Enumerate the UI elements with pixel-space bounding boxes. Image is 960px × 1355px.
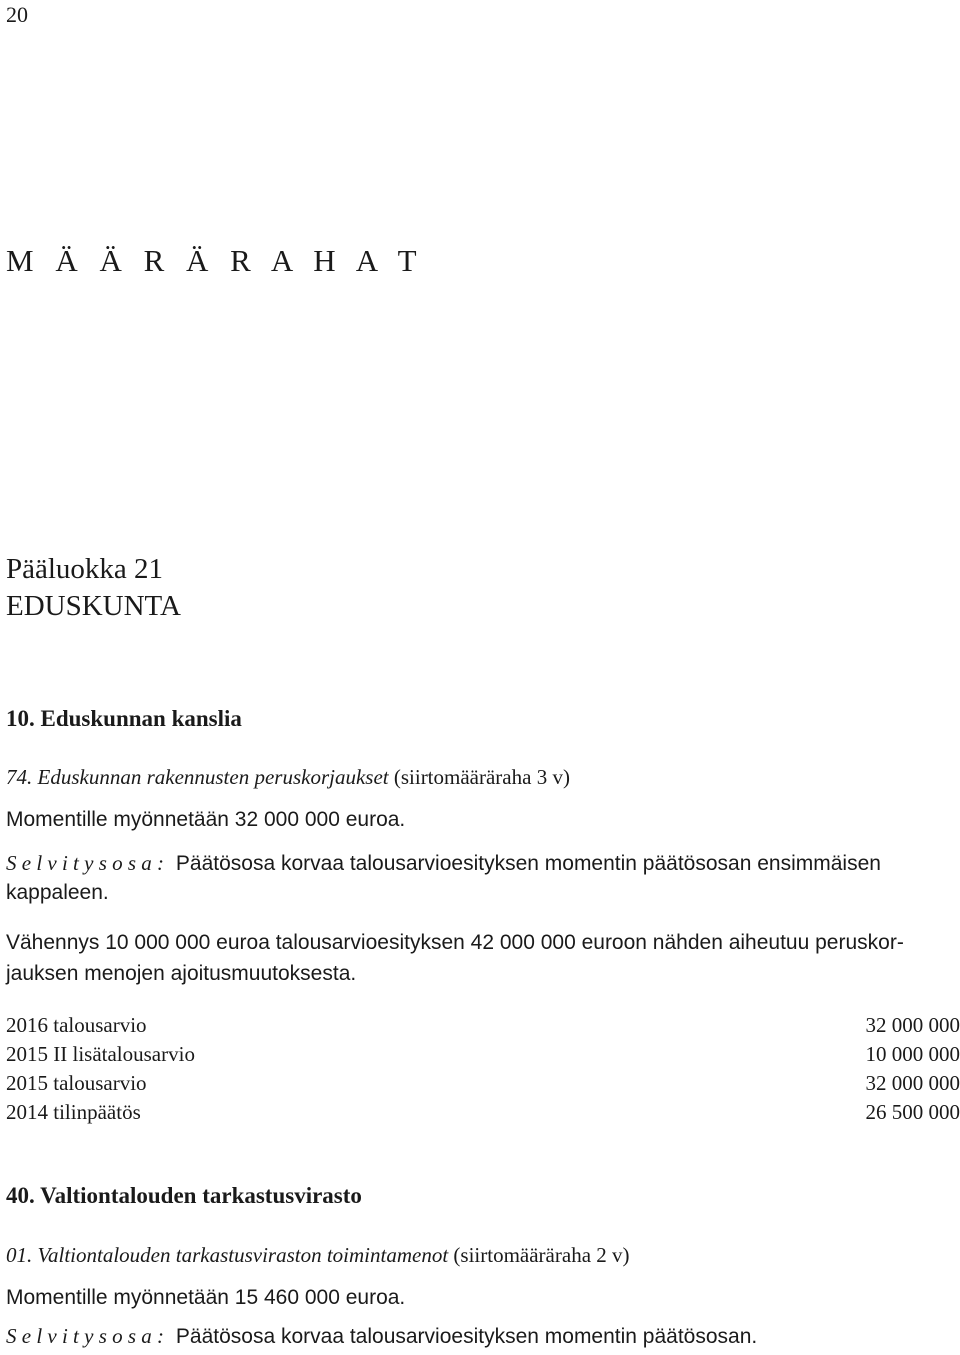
explanation: [6, 851, 881, 876]
chapter-heading: 10. Eduskunnan kanslia: [6, 706, 242, 731]
moment-title: [6, 765, 570, 790]
explanation-label: S e l v i t y s o s a :: [6, 1324, 165, 1348]
appropriation-amount: Momentille myönnetään 32 000 000 euroa.: [6, 808, 406, 831]
explanation-continued: kappaleen.: [6, 881, 109, 904]
appropriation-amount: Momentille myönnetään 15 460 000 euroa.: [6, 1286, 406, 1309]
explanation-label: S e l v i t y s o s a :: [6, 851, 165, 875]
main-class-name: EDUSKUNTA: [6, 590, 181, 622]
moment-name: 74. Eduskunnan rakennusten peruskorjaukset: [6, 765, 389, 789]
paragraph-line: jauksen menojen ajoitusmuutoksesta.: [6, 962, 357, 985]
financial-label: 2016 talousarvio: [6, 1013, 147, 1037]
moment-title: [6, 1243, 630, 1268]
financial-value: 32 000 000: [865, 1013, 960, 1037]
financial-label: 2014 tilinpäätös: [6, 1100, 141, 1124]
explanation-text: Päätösosa korvaa talousarvioesityksen momentin päätösosan.: [175, 1325, 758, 1348]
paragraph-line: Vähennys 10 000 000 euroa talousarvioesityksen 42 000 000 euroon nähden aiheutuu peruskor-: [6, 931, 904, 954]
explanation: [6, 1324, 757, 1349]
financial-value: 26 500 000: [865, 1100, 960, 1124]
chapter-heading: 40. Valtiontalouden tarkastusvirasto: [6, 1183, 362, 1208]
financial-value: 32 000 000: [865, 1071, 960, 1095]
explanation-text: Päätösosa korvaa talousarvioesityksen momentin päätösosan ensimmäisen: [175, 852, 881, 875]
financial-value: 10 000 000: [865, 1042, 960, 1066]
appropriation-type: (siirtomääräraha 2 v): [453, 1243, 630, 1267]
moment-name: 01. Valtiontalouden tarkastusviraston toimintamenot: [6, 1243, 449, 1267]
financial-label: 2015 II lisätalousarvio: [6, 1042, 195, 1066]
financial-label: 2015 talousarvio: [6, 1071, 147, 1095]
page-number: 20: [6, 2, 28, 27]
main-class-number: Pääluokka 21: [6, 553, 164, 585]
page-title: M Ä Ä R Ä R A H A T: [6, 243, 424, 278]
appropriation-type: (siirtomääräraha 3 v): [393, 765, 570, 789]
